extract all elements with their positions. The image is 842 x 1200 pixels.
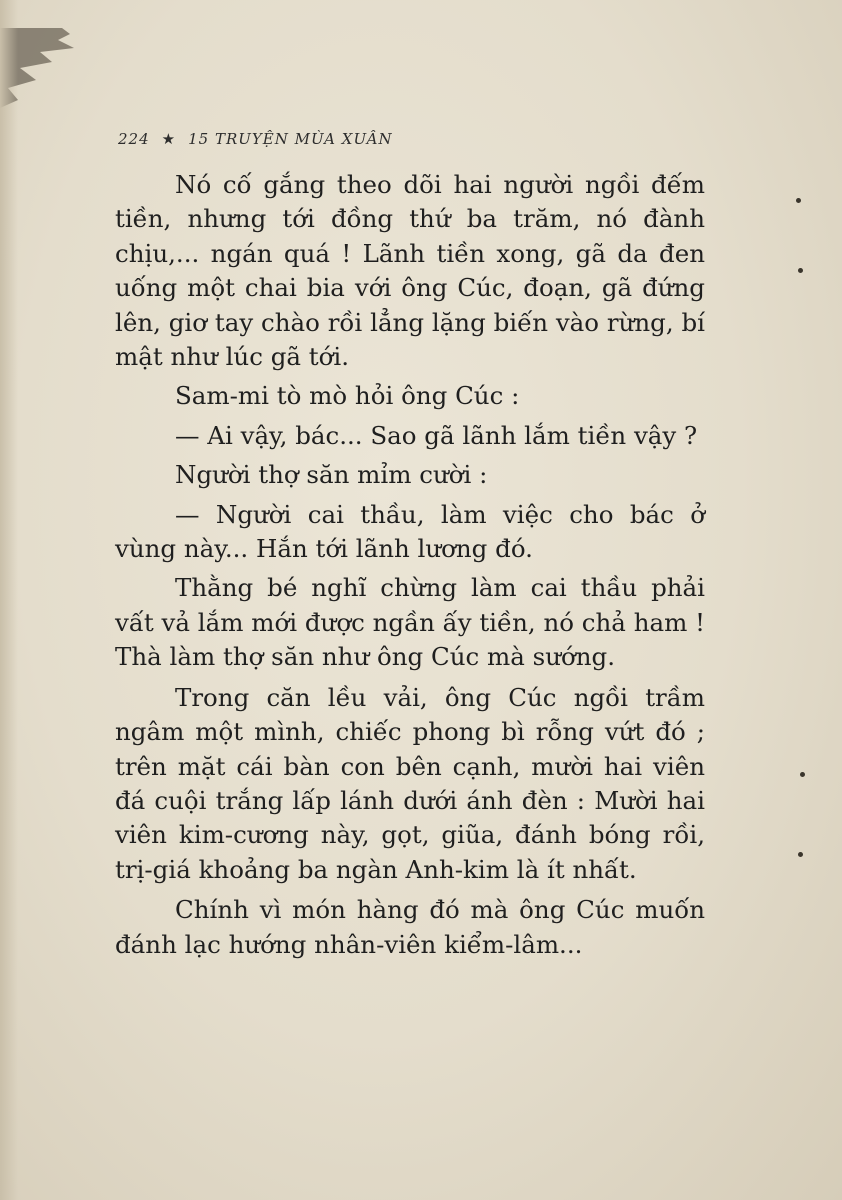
star-icon: ★ [161,130,177,148]
paragraph: Sam-mi tò mò hỏi ông Cúc : [175,381,520,411]
book-title: 15 TRUYỆN MÙA XUÂN [188,130,393,148]
torn-corner [0,28,80,108]
paragraph: Chính vì món hàng đó mà ông Cúc muốn đánh lạc hướng nhân-viên kiểm-lâm... [115,895,705,959]
paragraph: Trong căn lều vải, ông Cúc ngồi trầm ngâm một mình, chiếc phong bì rỗng vứt đó ; trên mặt cái bàn con bên cạnh, mười hai viên đá cuội trắng lấp lánh dưới ánh đèn : Mười hai viên kim-cương này, gọt, giũa, đánh bóng rồi, trị-giá khoảng ba ngàn Anh-kim là ít nhất. [115,682,705,884]
binding-hole [800,772,805,777]
binding-hole [796,198,801,203]
paragraph: Thằng bé nghĩ chừng làm cai thầu phải vất vả lắm mới được ngần ấy tiền, nó chả ham ! Thà làm thợ săn như ông Cúc mà sướng. [115,573,705,672]
binding-hole [798,268,803,273]
binding-hole [798,852,803,857]
paragraph: Người thợ săn mỉm cười : [175,460,488,490]
paragraph: Nó cố gắng theo dõi hai người ngồi đếm tiền, nhưng tới đồng thứ ba trăm, nó đành chịu,... ngán quá ! Lãnh tiền xong, gã da đen uống một chai bia với ông Cúc, đoạn, gã đứng lên, giơ tay chào rồi lẳng lặng biến vào rừng, bí mật như lúc gã tới. [115,170,705,372]
page-number: 224 [118,130,150,148]
running-header [118,130,393,148]
paragraph: — Người cai thầu, làm việc cho bác ở vùng này... Hắn tới lãnh lương đó. [115,499,705,564]
paragraph: — Ai vậy, bác... Sao gã lãnh lắm tiền vậy ? [175,420,698,450]
body-text [115,168,705,967]
